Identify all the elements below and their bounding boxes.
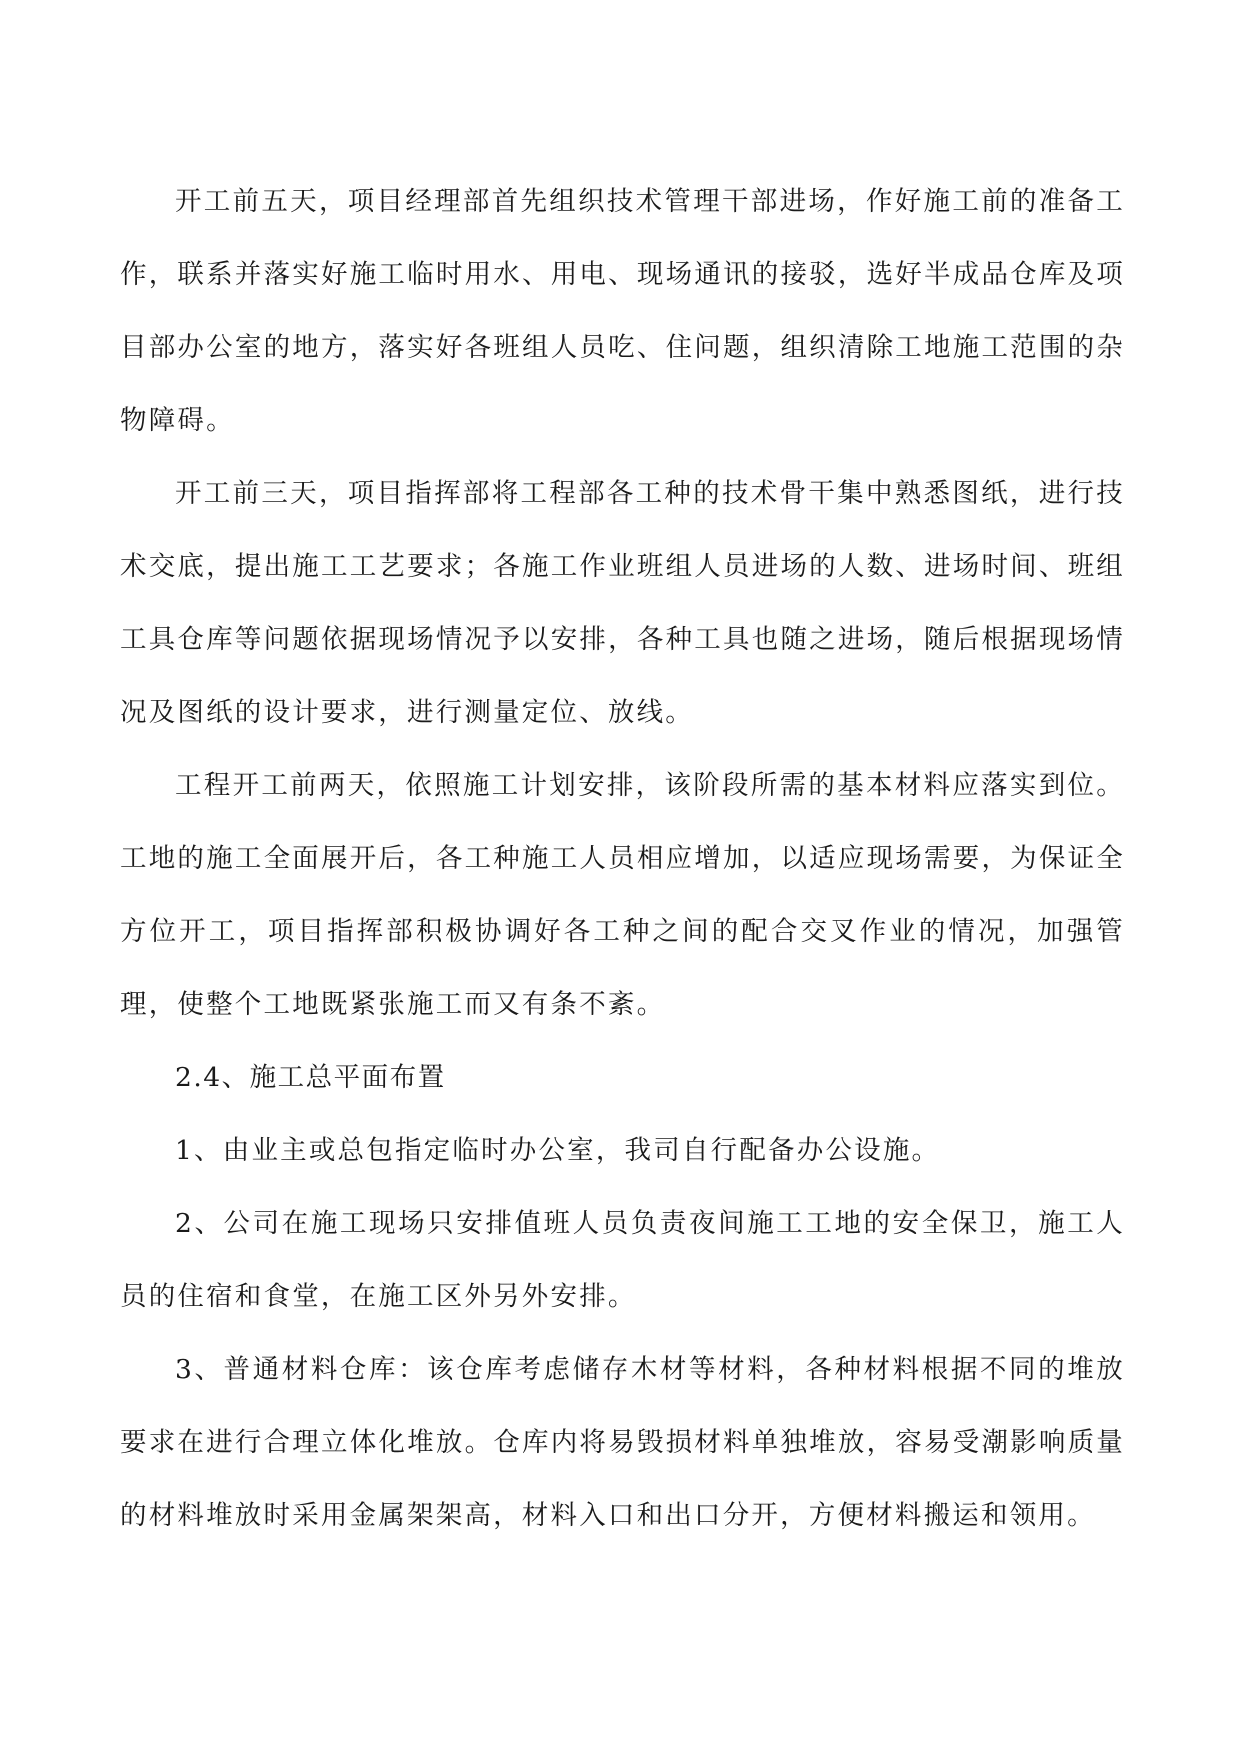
paragraph-preparation-two-days: 工程开工前两天，依照施工计划安排，该阶段所需的基本材料应落实到位。工地的施工全面展开后，各工种施工人员相应增加，以适应现场需要，为保证全方位开工，项目指挥部积极协调好各工种之间的配合交叉作业的情况，加强管理，使整个工地既紧张施工而又有条不紊。 (120, 770, 1125, 1020)
paragraph-preparation-five-days: 开工前五天，项目经理部首先组织技术管理干部进场，作好施工前的准备工作，联系并落实好施工临时用水、用电、现场通讯的接驳，选好半成品仓库及项目部办公室的地方，落实好各班组人员吃、住问题，组织清除工地施工范围的杂物障碍。 (120, 186, 1125, 436)
document-body (120, 165, 1125, 1552)
paragraph-preparation-three-days: 开工前三天，项目指挥部将工程部各工种的技术骨干集中熟悉图纸，进行技术交底，提出施工工艺要求；各施工作业班组人员进场的人数、进场时间、班组工具仓库等问题依据现场情况予以安排，各种工具也随之进场，随后根据现场情况及图纸的设计要求，进行测量定位、放线。 (120, 478, 1125, 728)
list-item-material-warehouse: 3、普通材料仓库：该仓库考虑储存木材等材料，各种材料根据不同的堆放要求在进行合理立体化堆放。仓库内将易毁损材料单独堆放，容易受潮影响质量的材料堆放时采用金属架架高，材料入口和出口分开，方便材料搬运和领用。 (120, 1354, 1125, 1531)
section-heading-site-layout: 2.4、施工总平面布置 (175, 1062, 446, 1093)
list-item-temporary-office: 1、由业主或总包指定临时办公室，我司自行配备办公设施。 (175, 1135, 941, 1166)
list-item-night-duty: 2、公司在施工现场只安排值班人员负责夜间施工工地的安全保卫，施工人员的住宿和食堂，在施工区外另外安排。 (120, 1208, 1125, 1312)
